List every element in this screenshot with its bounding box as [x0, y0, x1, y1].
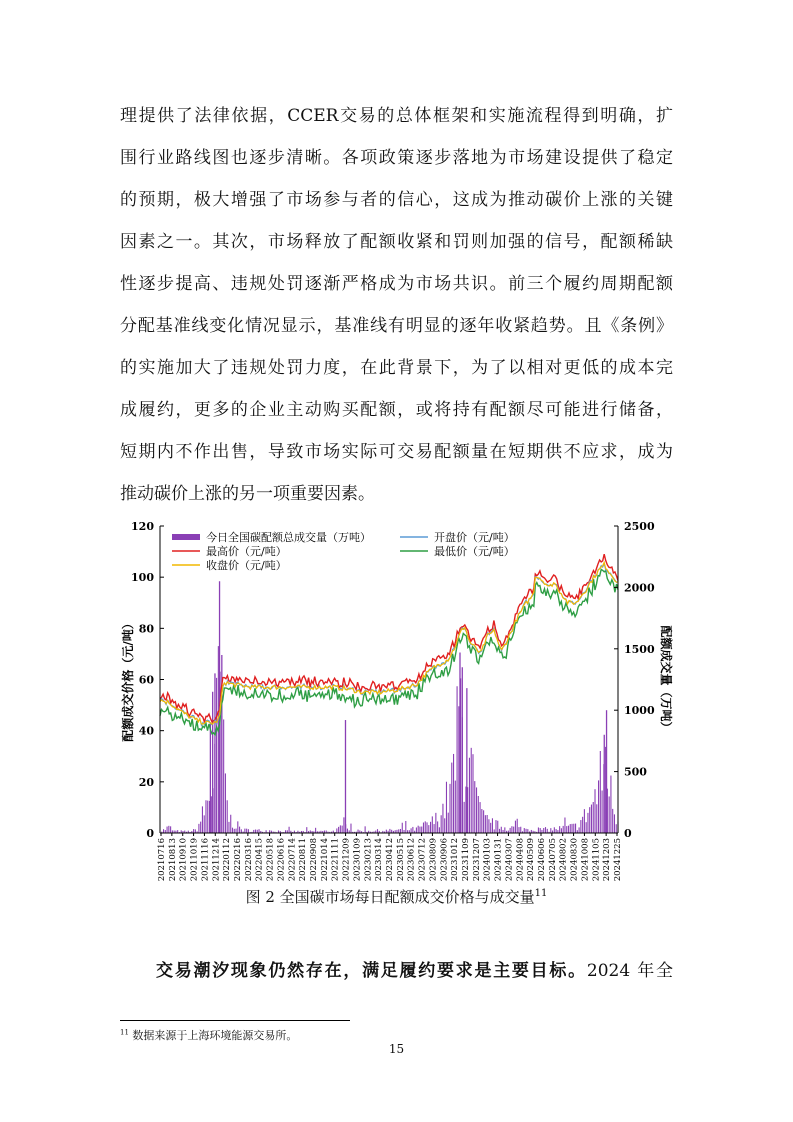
x-tick-label: 20240307	[504, 838, 515, 882]
right-tick-label: 1000	[624, 704, 655, 718]
paragraph-line: 成履约，更多的企业主动购买配额，或将持有配额尽可能进行储备，	[120, 400, 673, 420]
chart-legend	[172, 530, 515, 572]
x-tick-label: 20230314	[374, 838, 385, 882]
footnote-number: 11	[120, 1028, 129, 1037]
footnote-ref: 11	[534, 888, 548, 899]
x-tick-label: 20230906	[439, 838, 450, 882]
left-tick-label: 120	[131, 520, 154, 533]
right-tick-label: 2500	[624, 520, 655, 533]
x-tick-label: 20220518	[265, 838, 276, 882]
x-tick-label: 20211116	[200, 838, 211, 882]
x-tick-label: 20211019	[189, 838, 200, 882]
y-right-axis-title: 配额成交量（万吨）	[659, 625, 673, 734]
x-tick-label: 20240705	[547, 838, 558, 882]
x-tick-label: 20210716	[157, 838, 167, 882]
x-tick-label: 20240131	[493, 838, 504, 882]
price-volume-chart	[110, 515, 673, 887]
x-tick-label: 20231207	[471, 838, 482, 882]
right-tick-label: 500	[624, 765, 647, 779]
x-tick-label: 20220112	[222, 838, 233, 882]
x-tick-label: 20241225	[613, 838, 623, 882]
paragraph-line: 因素之一。其次，市场释放了配额收紧和罚则加强的信号，配额稀缺	[120, 232, 673, 252]
x-tick-label: 20230213	[363, 838, 374, 882]
x-tick-label: 20230412	[385, 838, 395, 882]
x-tick-label: 20221209	[341, 838, 352, 882]
left-tick-label: 20	[138, 775, 154, 789]
legend-label: 最高价（元/吨）	[206, 545, 287, 558]
footnote-text: 数据来源于上海环境能源交易所。	[132, 1029, 298, 1042]
paragraph-line: 短期内不作出售，导致市场实际可交易配额量在短期供不应求，成为	[120, 442, 673, 462]
right-tick-label: 0	[624, 827, 632, 840]
x-tick-label: 20230515	[395, 838, 406, 882]
section-heading-bold: 交易潮汐现象仍然存在，满足履约要求是主要目标。	[156, 961, 587, 981]
x-tick-label: 20240509	[526, 838, 537, 882]
x-tick-label: 20240408	[515, 838, 526, 882]
left-tick-label: 40	[138, 724, 154, 738]
x-tick-label: 20220908	[309, 838, 319, 882]
x-tick-label: 20231012	[450, 838, 461, 882]
left-tick-label: 0	[146, 827, 154, 840]
x-tick-label: 20230712	[417, 838, 428, 882]
section-heading-trailing: 2024 年全	[586, 961, 674, 981]
close-price-line	[160, 562, 618, 724]
paragraph-line: 推动碳价上涨的另一项重要因素。	[120, 484, 375, 504]
legend-label: 收盘价（元/吨）	[206, 559, 287, 572]
x-tick-label: 20241105	[591, 838, 602, 882]
right-tick-label: 1500	[624, 642, 655, 656]
left-tick-label: 100	[131, 571, 154, 585]
footnote-divider	[120, 1020, 350, 1021]
x-tick-label: 20221111	[330, 838, 341, 882]
section-lead-line	[156, 958, 673, 984]
x-tick-label: 20210813	[167, 838, 178, 882]
left-tick-label: 80	[138, 622, 154, 636]
left-tick-label: 60	[138, 673, 154, 687]
x-tick-label: 20230612	[406, 838, 417, 882]
x-tick-label: 20240802	[558, 838, 569, 882]
x-tick-label: 20231109	[461, 838, 471, 882]
x-tick-label: 20240606	[537, 838, 547, 882]
high-price-line	[160, 554, 618, 722]
right-tick-label: 2000	[624, 581, 655, 595]
y-left-axis-title: 配额成交价格（元/吨）	[121, 617, 135, 742]
paragraph-line: 性逐步提高、违规处罚逐渐严格成为市场共识。前三个履约周期配额	[120, 274, 673, 294]
figure-caption-text: 图 2 全国碳市场每日配额成交价格与成交量	[245, 888, 535, 906]
legend-label: 最低价（元/吨）	[434, 545, 515, 558]
x-tick-label: 20241008	[580, 838, 591, 882]
low-price-line	[160, 569, 618, 735]
paragraph-line: 围行业路线图也逐步清晰。各项政策逐步落地为市场建设提供了稳定	[120, 148, 673, 168]
x-tick-label: 20240103	[482, 838, 493, 882]
x-tick-label: 20220616	[276, 838, 287, 882]
x-tick-label: 20220714	[287, 838, 298, 882]
figure-caption	[0, 886, 793, 907]
x-tick-label: 20220216	[233, 838, 243, 882]
x-tick-label: 20221014	[319, 838, 330, 882]
paragraph-line: 的预期，极大增强了市场参与者的信心，这成为推动碳价上涨的关键	[120, 190, 673, 210]
x-tick-label: 20230809	[428, 838, 439, 882]
paragraph-line: 分配基准线变化情况显示，基准线有明显的逐年收紧趋势。且《条例》	[120, 316, 673, 336]
volume-bars	[160, 581, 618, 833]
paragraph-line: 的实施加大了违规处罚力度，在此背景下，为了以相对更低的成本完	[120, 358, 673, 378]
legend-label: 今日全国碳配额总成交量（万吨）	[206, 531, 371, 544]
x-tick-label: 20230109	[352, 838, 363, 882]
x-tick-label: 20241203	[602, 838, 613, 882]
page-number: 15	[388, 1042, 405, 1056]
x-tick-label: 20220316	[243, 838, 254, 882]
price-lines	[160, 554, 618, 735]
x-tick-label: 20220415	[254, 838, 265, 882]
x-tick-label: 20211214	[211, 838, 222, 882]
paragraph-line: 理提供了法律依据，CCER交易的总体框架和实施流程得到明确，扩	[120, 106, 673, 126]
x-tick-label: 20210910	[178, 838, 189, 882]
legend-swatch-volume	[172, 534, 200, 540]
footnote	[120, 1027, 297, 1043]
x-tick-label: 20220811	[298, 838, 309, 882]
x-tick-label: 20240830	[569, 838, 580, 882]
legend-label: 开盘价（元/吨）	[434, 531, 515, 544]
